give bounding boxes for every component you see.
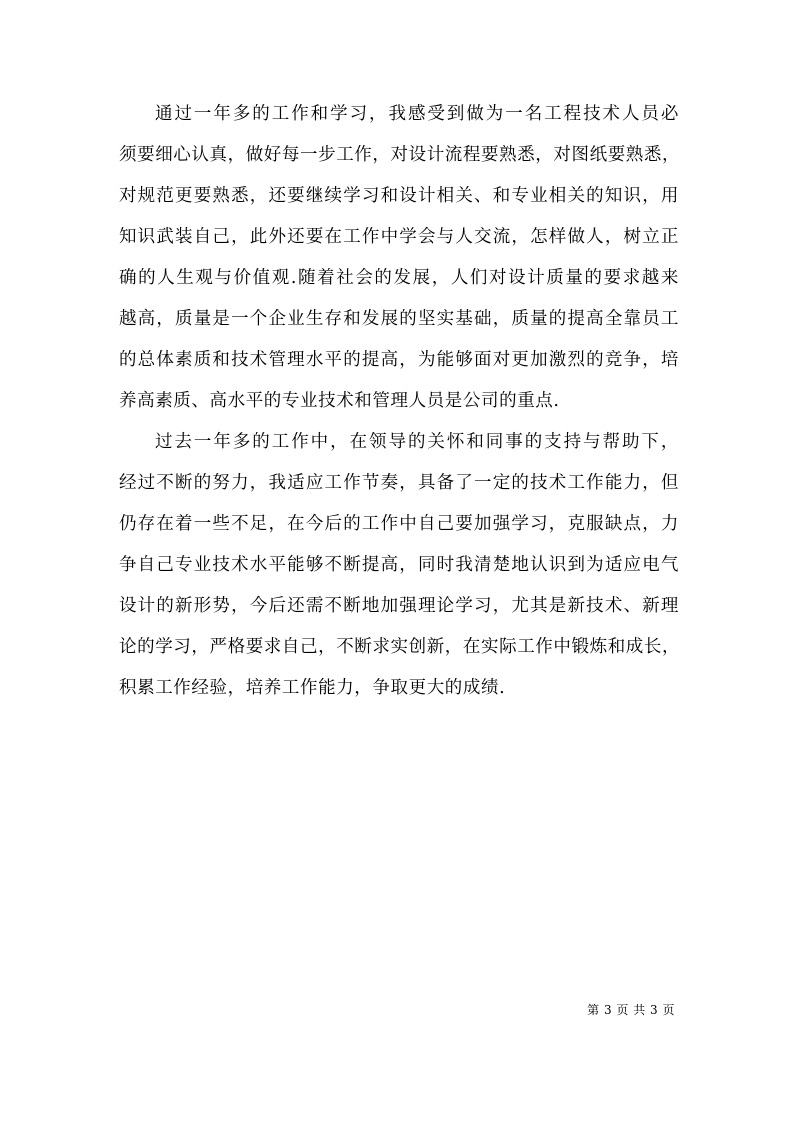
- paragraph-1-line-3: 对规范更要熟悉，还要继续学习和设计相关、和专业相关的知识，用: [119, 186, 679, 206]
- paragraph-2-line-2: 经过不断的努力，我适应工作节奏，具备了一定的技术工作能力，但: [119, 473, 679, 493]
- paragraph-1-line-4: 知识武装自己，此外还要在工作中学会与人交流，怎样做人，树立正: [119, 227, 679, 247]
- paragraph-2-line-1: 过去一年多的工作中，在领导的关怀和同事的支持与帮助下，: [155, 432, 679, 452]
- paragraph-1-line-2: 须要细心认真，做好每一步工作，对设计流程要熟悉，对图纸要熟悉，: [119, 145, 681, 165]
- page-number-footer: 第 3 页 共 3 页: [587, 1003, 675, 1017]
- paragraph-2-line-4: 争自己专业技术水平能够不断提高，同时我清楚地认识到为适应电气: [119, 555, 679, 575]
- paragraph-1-line-8: 养高素质、高水平的专业技术和管理人员是公司的重点.: [119, 391, 560, 411]
- paragraph-2-line-7: 积累工作经验，培养工作能力，争取更大的成绩.: [119, 678, 506, 698]
- document-body: [119, 94, 679, 709]
- paragraph-1-line-6: 越高，质量是一个企业生存和发展的坚实基础，质量的提高全靠员工: [119, 309, 679, 329]
- paragraph-2-line-5: 设计的新形势，今后还需不断地加强理论学习，尤其是新技术、新理: [119, 596, 679, 616]
- paragraph-1-line-1: 通过一年多的工作和学习，我感受到做为一名工程技术人员必: [155, 104, 679, 124]
- paragraph-1-line-5: 确的人生观与价值观.随着社会的发展，人们对设计质量的要求越来: [119, 268, 679, 288]
- paragraph-1-line-7: 的总体素质和技术管理水平的提高，为能够面对更加激烈的竞争，培: [119, 350, 679, 370]
- paragraph-2-line-3: 仍存在着一些不足，在今后的工作中自己要加强学习，克服缺点，力: [119, 514, 679, 534]
- paragraph-2-line-6: 论的学习，严格要求自己，不断求实创新，在实际工作中锻炼和成长，: [119, 637, 681, 657]
